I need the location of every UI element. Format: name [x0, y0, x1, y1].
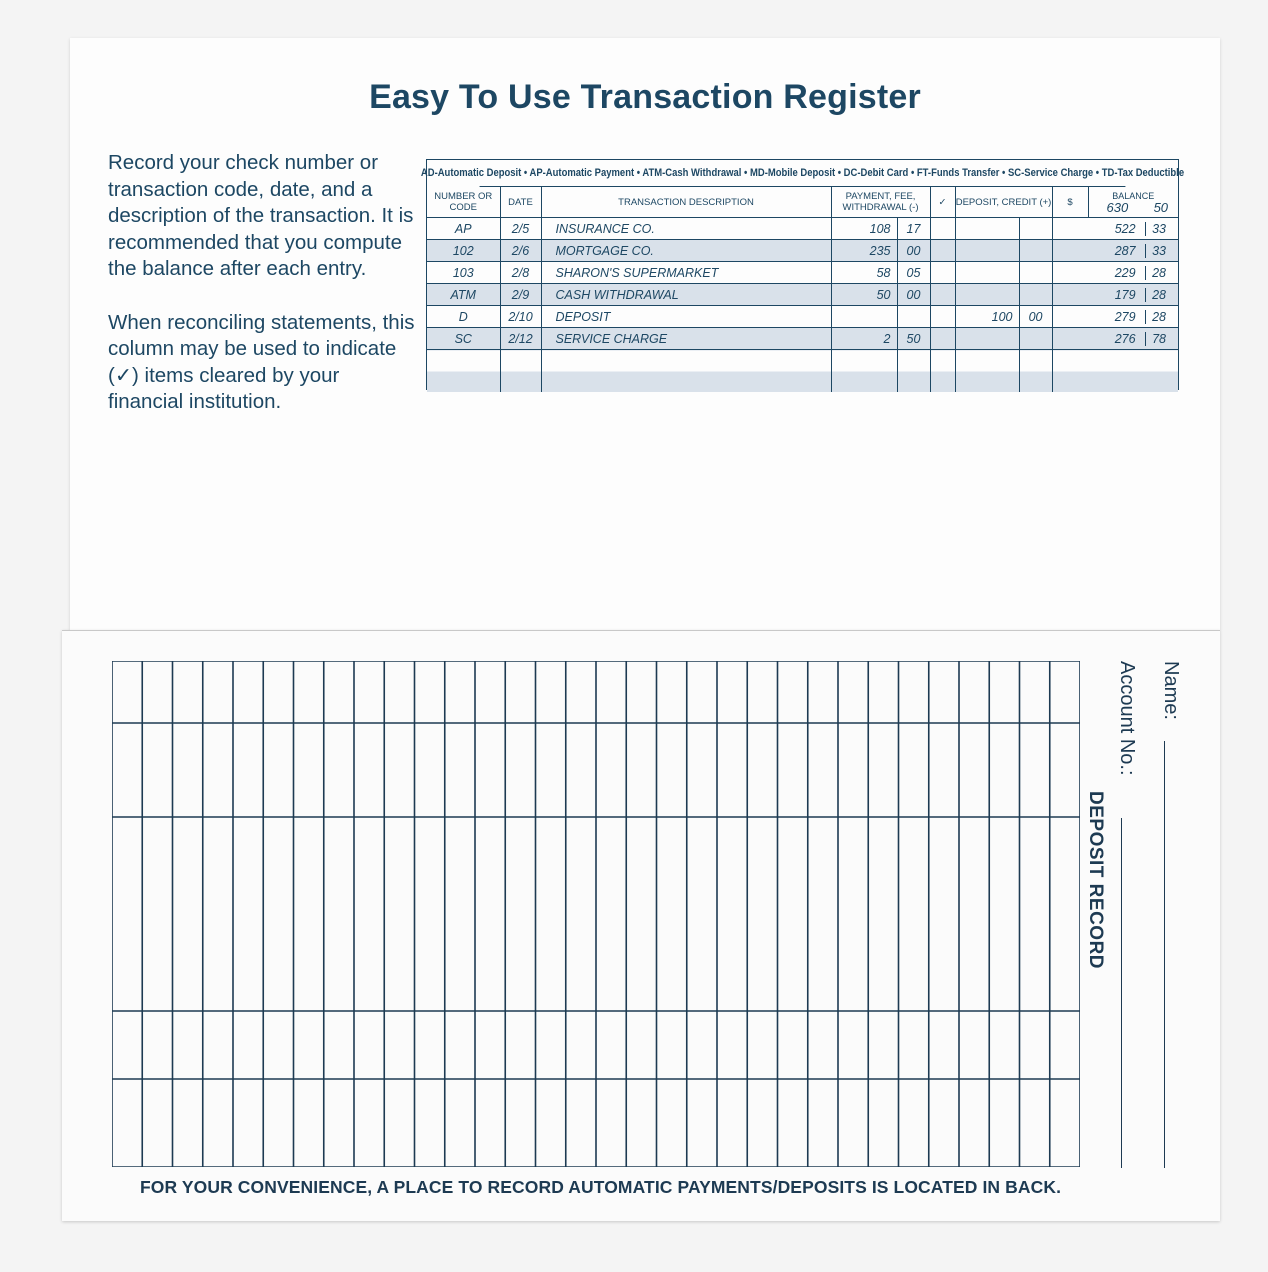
- row-check: [930, 284, 955, 306]
- row-payment-dollars: 50: [831, 284, 897, 306]
- opening-balance-cents: 50: [1153, 200, 1169, 215]
- row-description: MORTGAGE CO.: [541, 240, 831, 262]
- row-payment-cents: 00: [897, 240, 930, 262]
- account-number-line[interactable]: [1121, 818, 1122, 1168]
- deposit-record-page: [62, 630, 1220, 1221]
- row-code: D: [427, 306, 500, 328]
- instructions: [108, 150, 418, 443]
- row-payment-dollars: 2: [831, 328, 897, 350]
- row-description: SERVICE CHARGE: [541, 328, 831, 350]
- row-check: [930, 240, 955, 262]
- row-payment-dollars: 108: [831, 218, 897, 240]
- register-rows: [427, 218, 1178, 393]
- row-payment-cents: 00: [897, 284, 930, 306]
- row-balance-dollars: 276: [1114, 331, 1136, 346]
- table-row-empty: [427, 350, 1178, 393]
- header-code: NUMBER OR CODE: [427, 187, 500, 218]
- register-table: [427, 187, 1178, 392]
- row-deposit-cents: [1019, 240, 1052, 262]
- header-date: DATE: [500, 187, 541, 218]
- row-balance-cents: 78: [1145, 332, 1172, 346]
- top-page: [70, 38, 1220, 630]
- row-code: 102: [427, 240, 500, 262]
- table-row: [427, 262, 1178, 284]
- name-line[interactable]: [1164, 741, 1165, 1168]
- row-balance-cents: 28: [1145, 288, 1172, 302]
- row-code: SC: [427, 328, 500, 350]
- row-deposit-cents: 00: [1019, 306, 1052, 328]
- row-check: [930, 306, 955, 328]
- row-deposit-cents: [1019, 328, 1052, 350]
- row-balance-cents: 33: [1145, 222, 1172, 236]
- header-payment: PAYMENT, FEE, WITHDRAWAL (-): [831, 187, 930, 218]
- table-row: [427, 218, 1178, 240]
- row-date: 2/8: [500, 262, 541, 284]
- row-deposit-dollars: [955, 284, 1019, 306]
- deposit-record-grid: [112, 661, 1080, 1167]
- row-balance: [1052, 262, 1178, 284]
- row-deposit-cents: [1019, 218, 1052, 240]
- row-deposit-dollars: [955, 262, 1019, 284]
- row-description: DEPOSIT: [541, 306, 831, 328]
- row-check: [930, 328, 955, 350]
- code-legend: AD-Automatic Deposit • AP-Automatic Payment • ATM-Cash Withdrawal • MD-Mobile Deposit • DC-Debit Card • FT-Funds Transfer • SC-Service Charge • TD-Tax Deductible: [480, 160, 1126, 187]
- row-balance-cents: 33: [1145, 244, 1172, 258]
- deposit-record-title: DEPOSIT RECORD: [1085, 791, 1106, 970]
- row-payment-cents: [897, 306, 930, 328]
- footer-note: FOR YOUR CONVENIENCE, A PLACE TO RECORD AUTOMATIC PAYMENTS/DEPOSITS IS LOCATED IN BACK.: [140, 1177, 1062, 1197]
- row-payment-dollars: 235: [831, 240, 897, 262]
- row-date: 2/9: [500, 284, 541, 306]
- row-balance-dollars: 279: [1114, 309, 1136, 324]
- grid-lines: [112, 661, 1080, 1167]
- row-balance: [1052, 240, 1178, 262]
- table-row: [427, 306, 1178, 328]
- header-check: ✓: [930, 187, 955, 218]
- instructions-paragraph-1: Record your check number or transaction code, date, and a description of the transaction. It is recommended that you compute the balance after each entry.: [108, 151, 414, 280]
- balance-label: BALANCE: [1112, 191, 1155, 201]
- row-check: [930, 262, 955, 284]
- row-date: 2/12: [500, 328, 541, 350]
- row-payment-cents: 05: [897, 262, 930, 284]
- header-dollar-sign: $: [1052, 187, 1088, 218]
- row-balance-cents: 28: [1145, 266, 1172, 280]
- row-balance-dollars: 179: [1114, 287, 1136, 302]
- row-date: 2/5: [500, 218, 541, 240]
- row-date: 2/10: [500, 306, 541, 328]
- row-payment-dollars: 58: [831, 262, 897, 284]
- opening-balance-dollars: 630: [1106, 200, 1129, 215]
- row-balance-cents: 28: [1145, 310, 1172, 324]
- row-description: SHARON'S SUPERMARKET: [541, 262, 831, 284]
- table-row: [427, 240, 1178, 262]
- row-deposit-dollars: 100: [955, 306, 1019, 328]
- row-description: CASH WITHDRAWAL: [541, 284, 831, 306]
- row-balance-dollars: 229: [1114, 265, 1136, 280]
- row-code: 103: [427, 262, 500, 284]
- table-row: [427, 284, 1178, 306]
- row-check: [930, 218, 955, 240]
- table-row: [427, 328, 1178, 350]
- sample-register: [420, 159, 1185, 390]
- row-balance: [1052, 306, 1178, 328]
- row-balance-dollars: 287: [1114, 243, 1136, 258]
- row-description: INSURANCE CO.: [541, 218, 831, 240]
- row-balance: [1052, 218, 1178, 240]
- instructions-paragraph-2: When reconciling statements, this column may be used to indicate (✓) items cleared by your financial institution.: [108, 310, 415, 413]
- account-number-label: Account No.:: [1116, 661, 1138, 776]
- row-balance: [1052, 328, 1178, 350]
- row-deposit-dollars: [955, 218, 1019, 240]
- row-deposit-dollars: [955, 240, 1019, 262]
- header-description: TRANSACTION DESCRIPTION: [541, 187, 831, 218]
- row-payment-dollars: [831, 306, 897, 328]
- row-deposit-cents: [1019, 284, 1052, 306]
- row-payment-cents: 17: [897, 218, 930, 240]
- name-label: Name:: [1160, 661, 1182, 720]
- row-payment-cents: 50: [897, 328, 930, 350]
- row-code: AP: [427, 218, 500, 240]
- header-balance: [1088, 187, 1178, 218]
- row-deposit-dollars: [955, 328, 1019, 350]
- row-date: 2/6: [500, 240, 541, 262]
- page-title: Easy To Use Transaction Register: [369, 78, 921, 116]
- row-balance-dollars: 522: [1114, 221, 1136, 236]
- row-balance: [1052, 284, 1178, 306]
- header-deposit: DEPOSIT, CREDIT (+): [955, 187, 1052, 218]
- row-deposit-cents: [1019, 262, 1052, 284]
- row-code: ATM: [427, 284, 500, 306]
